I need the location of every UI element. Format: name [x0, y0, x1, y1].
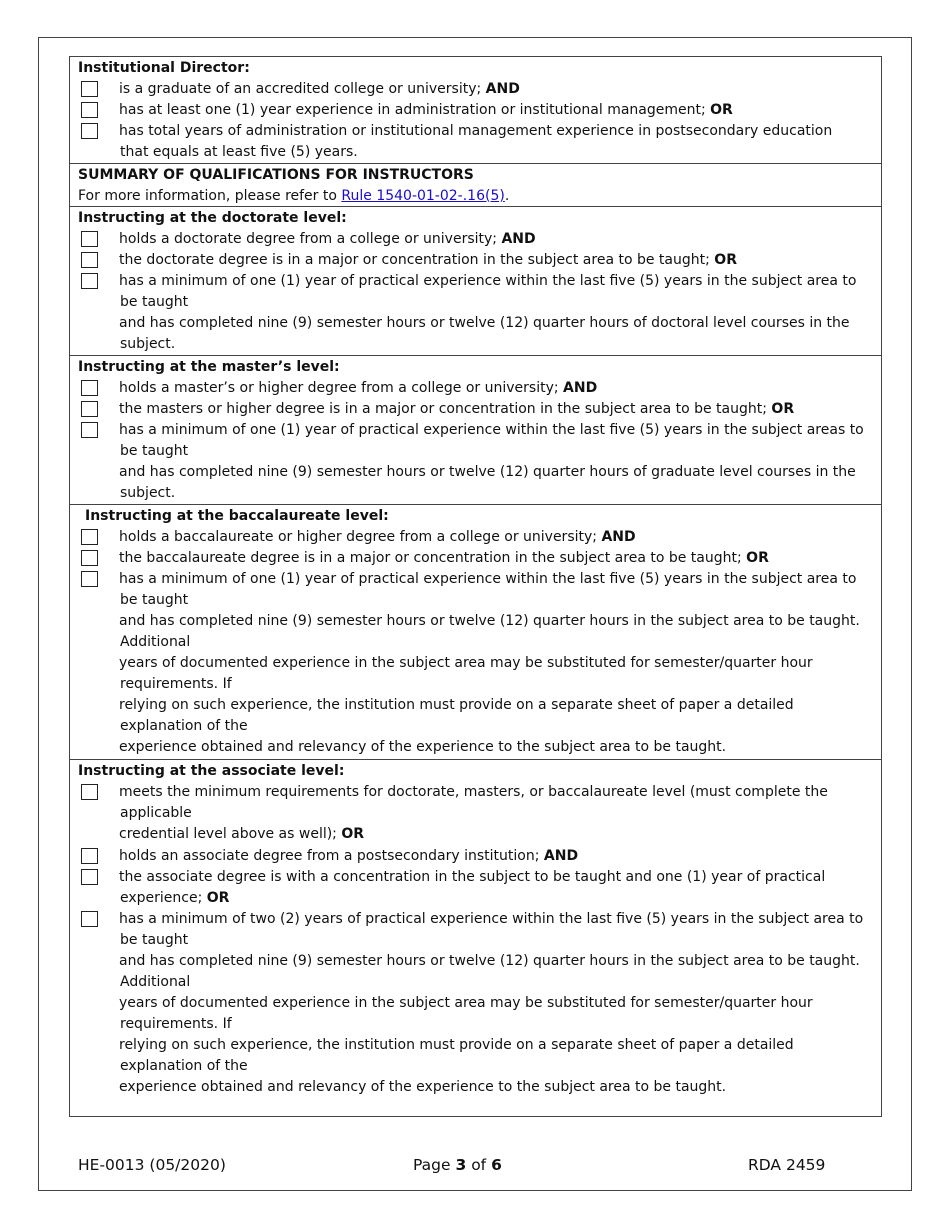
doctorate-section: [70, 206, 881, 355]
summary-info: For more information, please refer to Rule 1540-01-02-.16(5).: [78, 188, 510, 204]
baccalaureate-cont-line6: explanation of the: [120, 718, 248, 734]
baccalaureate-item3-line2: be taught: [120, 592, 189, 608]
masters-section: [70, 355, 881, 504]
associate-item2: holds an associate degree from a postsecondary institution; AND: [119, 848, 579, 864]
doctorate-item1: holds a doctorate degree from a college or university; AND: [119, 231, 536, 247]
masters-item3-line1: has a minimum of one (1) year of practical experience within the last five (5) years in the subject areas to: [119, 422, 864, 438]
associate-item4-checkbox[interactable]: [81, 911, 98, 927]
baccalaureate-heading: Instructing at the baccalaureate level:: [85, 508, 389, 524]
qualifications-table: [69, 56, 882, 1117]
associate-section: [70, 759, 881, 1116]
associate-cont-line6: explanation of the: [120, 1058, 248, 1074]
doctorate-item3-line2: be taught: [120, 294, 189, 310]
masters-heading: Instructing at the master’s level:: [78, 359, 340, 375]
director-item1-checkbox[interactable]: [81, 81, 98, 97]
associate-item4-line2: be taught: [120, 932, 189, 948]
doctorate-item1-checkbox[interactable]: [81, 231, 98, 247]
summary-section: [70, 163, 881, 206]
form-code: HE-0013 (05/2020): [78, 1156, 226, 1174]
baccalaureate-item1: holds a baccalaureate or higher degree from a college or university; AND: [119, 529, 636, 545]
director-section: [70, 57, 881, 163]
baccalaureate-section: [70, 504, 881, 759]
masters-cont-line2: subject.: [120, 485, 176, 501]
associate-item1-checkbox[interactable]: [81, 784, 98, 800]
summary-heading: SUMMARY OF QUALIFICATIONS FOR INSTRUCTORS: [78, 167, 474, 183]
baccalaureate-item3-line1: has a minimum of one (1) year of practical experience within the last five (5) years in the subject area to: [119, 571, 857, 587]
doctorate-item2: the doctorate degree is in a major or concentration in the subject area to be taught; OR: [119, 252, 737, 268]
masters-cont-line1: and has completed nine (9) semester hours or twelve (12) quarter hours of graduate level courses in the: [119, 464, 856, 480]
associate-cont-line7: experience obtained and relevancy of the experience to the subject area to be taught.: [119, 1079, 727, 1095]
associate-item4-line1: has a minimum of two (2) years of practical experience within the last five (5) years in the subject area to: [119, 911, 864, 927]
baccalaureate-cont-line1: and has completed nine (9) semester hours or twelve (12) quarter hours in the subject area to be taught.: [119, 613, 860, 629]
doctorate-cont-line1: and has completed nine (9) semester hours or twelve (12) quarter hours of doctoral level courses in the: [119, 315, 850, 331]
associate-heading: Instructing at the associate level:: [78, 763, 345, 779]
director-item1: is a graduate of an accredited college or university; AND: [119, 81, 520, 97]
baccalaureate-cont-line5: relying on such experience, the institution must provide on a separate sheet of paper a detailed: [119, 697, 794, 713]
rule-link[interactable]: Rule 1540-01-02-.16(5): [341, 188, 505, 204]
director-heading: Institutional Director:: [78, 60, 250, 76]
masters-item3-line2: be taught: [120, 443, 189, 459]
baccalaureate-item1-checkbox[interactable]: [81, 529, 98, 545]
masters-item1-checkbox[interactable]: [81, 380, 98, 396]
baccalaureate-item3-checkbox[interactable]: [81, 571, 98, 587]
associate-cont-line1: and has completed nine (9) semester hours or twelve (12) quarter hours in the subject area to be taught.: [119, 953, 860, 969]
associate-item3-line2: experience; OR: [120, 890, 230, 906]
director-item3-line2: that equals at least five (5) years.: [120, 144, 358, 160]
doctorate-item2-checkbox[interactable]: [81, 252, 98, 268]
masters-item2-checkbox[interactable]: [81, 401, 98, 417]
baccalaureate-cont-line2: Additional: [120, 634, 191, 650]
associate-item3-checkbox[interactable]: [81, 869, 98, 885]
associate-cont-line5: relying on such experience, the institution must provide on a separate sheet of paper a detailed: [119, 1037, 794, 1053]
baccalaureate-item2-checkbox[interactable]: [81, 550, 98, 566]
baccalaureate-cont-line7: experience obtained and relevancy of the experience to the subject area to be taught.: [119, 739, 727, 755]
doctorate-heading: Instructing at the doctorate level:: [78, 210, 347, 226]
associate-cont-line3: years of documented experience in the subject area may be substituted for semester/quarter hour: [119, 995, 813, 1011]
director-item3-line1: has total years of administration or institutional management experience in postsecondary education: [119, 123, 833, 139]
doctorate-item3-checkbox[interactable]: [81, 273, 98, 289]
rda-number: RDA 2459: [748, 1156, 826, 1174]
director-item3-checkbox[interactable]: [81, 123, 98, 139]
associate-item1-line2: applicable: [120, 805, 192, 821]
masters-item2: the masters or higher degree is in a major or concentration in the subject area to be taught; OR: [119, 401, 795, 417]
associate-cont-line2: Additional: [120, 974, 191, 990]
associate-cont-line4: requirements. If: [120, 1016, 232, 1032]
director-item2: has at least one (1) year experience in administration or institutional management; OR: [119, 102, 733, 118]
masters-item3-checkbox[interactable]: [81, 422, 98, 438]
associate-item2-checkbox[interactable]: [81, 848, 98, 864]
page-number: Page 3 of 6: [413, 1156, 502, 1174]
doctorate-item3-line1: has a minimum of one (1) year of practical experience within the last five (5) years in the subject area to: [119, 273, 857, 289]
baccalaureate-cont-line3: years of documented experience in the subject area may be substituted for semester/quarter hour: [119, 655, 813, 671]
baccalaureate-cont-line4: requirements. If: [120, 676, 232, 692]
associate-item1-line3: credential level above as well); OR: [119, 826, 365, 842]
masters-item1: holds a master’s or higher degree from a college or university; AND: [119, 380, 598, 396]
associate-item1-line1: meets the minimum requirements for doctorate, masters, or baccalaureate level (must complete the: [119, 784, 828, 800]
doctorate-cont-line2: subject.: [120, 336, 176, 352]
director-item2-checkbox[interactable]: [81, 102, 98, 118]
baccalaureate-item2: the baccalaureate degree is in a major or concentration in the subject area to be taught; OR: [119, 550, 769, 566]
associate-item3-line1: the associate degree is with a concentration in the subject to be taught and one (1) year of practical: [119, 869, 826, 885]
